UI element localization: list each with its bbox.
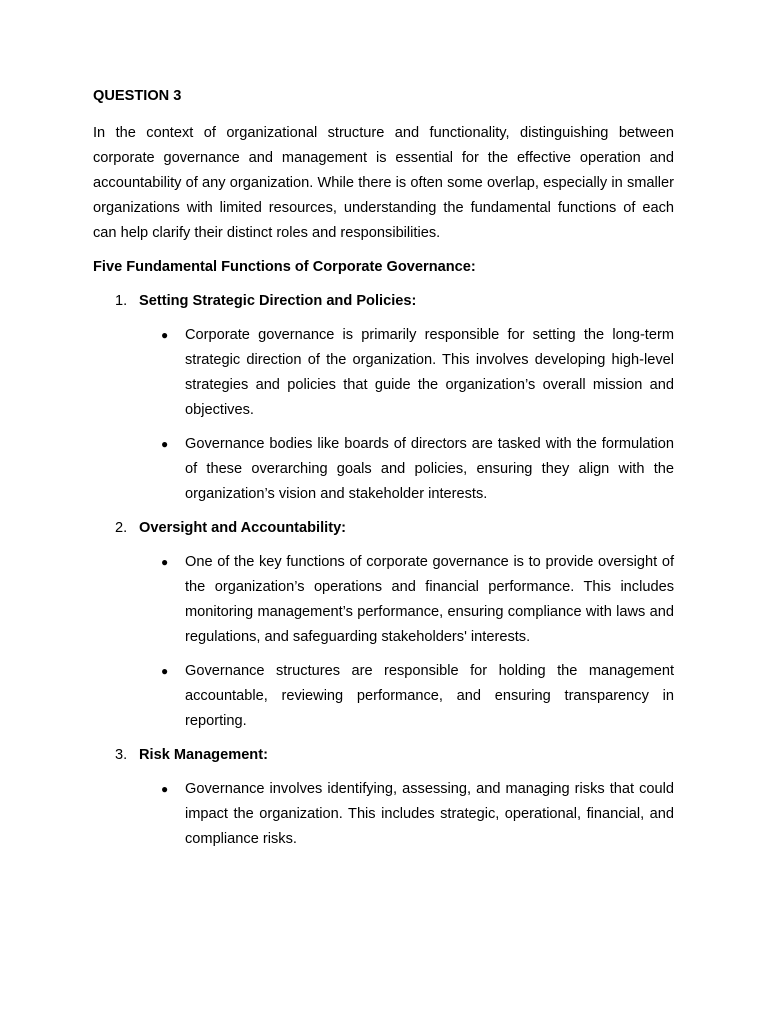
function-item: [93, 289, 674, 507]
bullet-text: One of the key functions of corporate governance is to provide oversight of the organization’s operations and financial performance. This includes monitoring management’s performance, ensuring compliance with laws and regulations, and safeguarding stakeholders' interests.: [185, 554, 674, 645]
bullet-list: [93, 550, 674, 734]
bullet-dot-icon: ●: [161, 664, 169, 678]
bullet-dot-icon: ●: [161, 782, 169, 796]
function-heading: [93, 289, 674, 314]
bullet-item: [93, 777, 674, 852]
bullet-item: [93, 550, 674, 650]
function-title: Risk Management:: [139, 747, 268, 763]
bullet-text: Governance bodies like boards of directors are tasked with the formulation of these overarching goals and policies, ensuring they align with the organization’s vision and stakeholder interests.: [185, 436, 674, 502]
function-title: Setting Strategic Direction and Policies:: [139, 293, 417, 309]
section-heading: Five Fundamental Functions of Corporate Governance:: [93, 259, 476, 275]
bullet-dot-icon: ●: [161, 328, 169, 342]
bullet-text: Governance involves identifying, assessing, and managing risks that could impact the organization. This includes strategic, operational, financial, and compliance risks.: [185, 781, 674, 847]
function-number: 1.: [115, 293, 128, 309]
functions-list: [93, 289, 674, 852]
function-heading: [93, 516, 674, 541]
function-number: 3.: [115, 747, 128, 763]
bullet-item: [93, 323, 674, 423]
function-number: 2.: [115, 520, 128, 536]
function-heading: [93, 743, 674, 768]
document-page: [93, 86, 674, 861]
function-item: [93, 743, 674, 852]
bullet-dot-icon: ●: [161, 437, 169, 451]
question-title: QUESTION 3: [93, 88, 182, 104]
bullet-list: [93, 777, 674, 852]
bullet-dot-icon: ●: [161, 555, 169, 569]
bullet-text: Governance structures are responsible for holding the management accountable, reviewing performance, and ensuring transparency in reporting.: [185, 663, 674, 729]
bullet-item: [93, 659, 674, 734]
function-item: [93, 516, 674, 734]
bullet-list: [93, 323, 674, 507]
bullet-item: [93, 432, 674, 507]
bullet-text: Corporate governance is primarily responsible for setting the long-term strategic direction of the organization. This involves developing high-level strategies and policies that guide the organization’s overall mission and objectives.: [185, 327, 674, 418]
intro-paragraph: In the context of organizational structure and functionality, distinguishing between corporate governance and management is essential for the effective operation and accountability of any organization. While there is often some overlap, especially in smaller organizations with limited resources, understanding the fundamental functions of each can help clarify their distinct roles and responsibilities.: [93, 125, 674, 241]
function-title: Oversight and Accountability:: [139, 520, 347, 536]
